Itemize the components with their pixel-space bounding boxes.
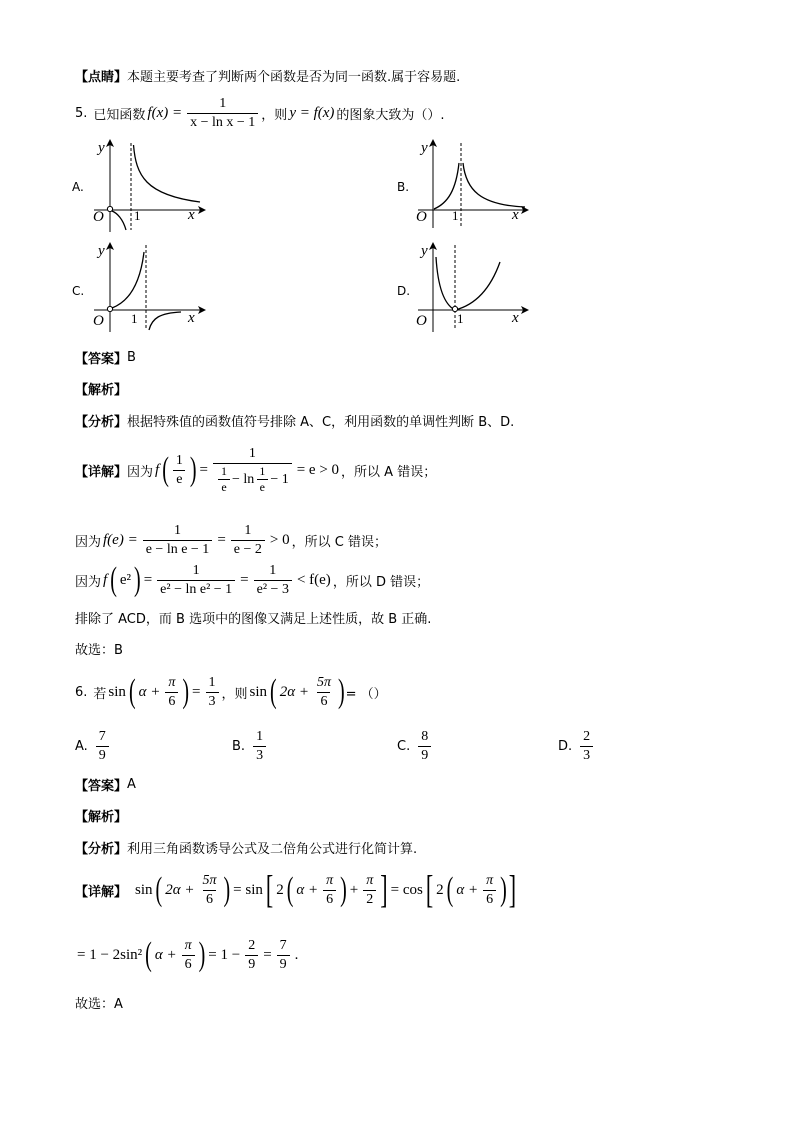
stem-text: 已知函数 [93,107,146,123]
sin-function: sin [249,683,268,700]
fraction-numerator: 1 [219,95,227,111]
option-label: A. [72,180,84,194]
graph-option-a [72,140,205,232]
curve-right-branch [463,163,525,207]
open-point [107,206,112,211]
equals-sign: = [199,461,209,478]
stem-text: 若 [93,686,107,702]
period: . [294,946,299,963]
function-lhs: f(x) = [147,104,183,121]
q5-detail-step2 [75,522,387,558]
denominator-text: − ln [232,471,255,487]
fraction [277,938,290,973]
y-axis-label: y [421,140,428,156]
fraction [165,675,178,710]
fraction-numerator: 1 [256,728,264,744]
tick-label: 1 [457,311,464,326]
fraction [173,453,186,488]
equals-sign: = [192,683,201,700]
fraction [363,873,376,908]
fraction-denominator: 9 [418,746,431,764]
right-paren: ) [189,451,197,489]
fraction-denominator: x − ln x − 1 [187,113,258,131]
x-axis-label: x [188,310,195,326]
curve-right-branch [134,145,201,202]
fraction-numerator: 2 [583,728,591,744]
fraction-numerator: 8 [421,728,429,744]
denominator-text: − 1 [270,471,289,487]
graph-option-c [72,243,205,332]
tick-label: 1 [134,208,141,223]
question-number: 5. [75,105,88,121]
fraction [182,938,195,973]
fraction-denominator: e [257,479,268,494]
origin-label: O [416,209,427,225]
fraction-denominator: e² − ln e² − 1 [157,580,235,598]
equals-sign: = [240,571,249,588]
q6-options [75,728,675,764]
fraction-denominator: e [218,479,229,494]
fraction [143,523,213,558]
q5-detail-step1 [75,440,436,500]
coefficient: 2 [276,881,284,898]
right-paren: ) [198,936,206,974]
answer-tag: 【答案】 [75,778,128,794]
fraction-numerator: 1 [248,446,256,461]
expression-text: = 1 − [208,946,241,963]
step-text: 因为 [127,464,154,480]
left-bracket: [ [265,866,274,912]
stem-text: 的图象大致为（）. [336,107,445,123]
q6-fenxi-line [75,837,417,857]
result-expr: = e > 0 [296,461,340,478]
open-point [452,306,457,311]
fraction-numerator: 1 [192,562,200,578]
fraction [213,446,292,494]
fraction [157,563,235,598]
fraction-numerator: π [366,872,374,888]
fraction-numerator: 1 [174,522,181,538]
q5-final [75,638,123,658]
argument-text: 2α + [279,683,309,700]
option-a [75,728,112,764]
left-bracket: [ [425,866,434,912]
fraction [254,563,292,598]
stem-text: ，则 [261,107,288,123]
fraction-denominator [213,463,292,494]
fraction [187,96,258,131]
fraction [256,465,268,494]
answer-tag: 【答案】 [75,351,128,367]
right-paren: ) [182,673,190,711]
x-axis-label: x [512,310,519,326]
answer-value: B [127,349,136,365]
equals-sign: = [217,531,226,548]
answer-value: A [127,776,136,792]
fraction [96,729,109,764]
fraction [314,675,334,710]
graph-option-b [397,140,528,228]
fraction-denominator: 9 [245,955,258,973]
curve-left-branch [434,163,459,209]
q6-detail-step1 [75,866,517,912]
fraction-denominator: 6 [182,955,195,973]
fraction-denominator: 2 [363,890,376,908]
fenxi-tag: 【分析】 [75,414,128,430]
fraction-numerator: 1 [208,674,216,690]
fraction-numerator: 1 [259,464,266,478]
right-bracket: ] [380,866,388,912]
analysis-tag: 【解析】 [75,809,128,825]
conclusion-text: 排除了 ACD，而 B 选项中的图像又满足上述性质，故 B 正确. [75,611,432,627]
equals-sign: = [263,946,272,963]
step-text: 因为 [75,534,102,550]
question-number: 6. [75,684,88,700]
fraction-numerator: 1 [175,452,183,468]
left-paren: ( [145,936,152,974]
left-paren: ( [162,451,169,489]
fraction [418,729,431,764]
fraction-denominator: 3 [206,692,219,710]
y-axis-label: y [98,140,105,156]
right-paren: ) [500,871,507,909]
step-text: ，所以 D 错误； [332,574,430,590]
option-label: A. [75,738,88,754]
right-paren: ) [337,673,345,711]
equals-sign: = [143,571,153,588]
q5-answer-line [75,347,136,367]
option-b [232,728,269,764]
detail-tag: 【详解】 [75,884,128,900]
x-axis-label: x [512,207,519,223]
equals-cos: = cos [390,881,423,898]
fraction [483,873,496,908]
fraction-numerator: 7 [279,937,287,953]
detail-tag: 【详解】 [75,464,128,480]
fraction-numerator: 1 [221,464,228,478]
fraction-denominator: 9 [277,955,290,973]
function-expr: y = f(x) [289,104,335,121]
fraction-numerator: π [184,937,192,953]
curve-right-branch [149,312,181,330]
function-name: f [103,571,108,588]
y-axis-label: y [98,243,105,259]
coefficient: 2 [436,881,444,898]
q6-analysis-heading [75,805,127,825]
left-paren: ( [155,871,163,909]
fraction [218,465,230,494]
fraction-denominator: 6 [317,692,330,710]
fraction-numerator: π [326,872,334,888]
origin-label: O [416,313,427,329]
option-c [397,728,434,764]
function-lhs: f(e) = [103,531,138,548]
option-label: B. [397,180,410,194]
fraction-denominator: 6 [483,890,496,908]
fraction-numerator: π [168,674,176,690]
final-answer: 故选：A [75,996,123,1012]
q6-detail-step2 [75,937,300,973]
fraction-numerator: 1 [244,522,252,538]
curve-left-branch [112,211,126,230]
q5-stem [75,96,445,130]
left-paren: ( [286,871,294,909]
option-label: C. [72,284,85,298]
fraction [199,873,219,908]
stem-text: = （） [345,686,387,702]
fraction [206,675,219,710]
curve-left-branch [436,257,455,310]
right-paren: ) [223,871,231,909]
fraction-denominator: e [173,470,185,488]
fraction [580,729,593,764]
q5-analysis-heading [75,378,127,398]
fraction [253,729,266,764]
argument-text: α + [154,946,177,963]
fraction-denominator: 9 [96,746,109,764]
plus-sign: + [349,881,359,898]
function-arg: e² [119,571,132,588]
fraction-denominator: e² − 3 [254,580,292,598]
right-paren: ) [134,561,141,599]
option-label: C. [397,738,411,754]
fenxi-text: 根据特殊值的函数值符号排除 A、C，利用函数的单调性判断 B、D. [127,414,515,430]
sin-function: sin [135,881,153,898]
q6-final [75,992,123,1012]
curve-left-branch [112,252,144,308]
fraction-denominator: 6 [323,890,336,908]
fenxi-tag: 【分析】 [75,841,128,857]
note-tag: 【点睛】 [75,69,128,85]
equals-sin: = sin [233,881,263,898]
q6-stem [75,674,387,710]
left-paren: ( [270,673,277,711]
fraction [231,523,265,558]
graph-option-d [397,243,528,332]
left-paren: ( [110,561,117,599]
x-axis-label: x [188,207,195,223]
q5-conclusion [75,607,431,627]
fraction-denominator: e − 2 [231,540,265,558]
y-axis-label: y [421,243,428,259]
fraction-denominator: e − ln e − 1 [143,540,213,558]
argument-text: α + [138,683,161,700]
tick-label: 1 [131,311,138,326]
option-label: D. [397,284,411,298]
fraction-numerator: 5π [202,872,217,888]
stem-text: ，则 [221,686,248,702]
q5-detail-step3 [75,562,429,598]
option-d [558,728,596,764]
origin-label: O [93,209,104,225]
analysis-tag: 【解析】 [75,382,128,398]
fraction-numerator: 5π [316,674,331,690]
argument-text: α + [296,881,319,898]
step-text: ，所以 A 错误； [341,464,437,480]
q5-option-graphs [0,130,560,345]
sin-function: sin [108,683,126,700]
function-name: f [155,461,160,478]
q5-fenxi-line [75,410,514,430]
step-text: ，所以 C 错误； [291,534,387,550]
fraction-denominator: 6 [165,692,178,710]
fenxi-text: 利用三角函数诱导公式及二倍角公式进行化简计算. [127,841,418,857]
fraction-denominator: 6 [203,890,216,908]
left-paren: ( [446,871,454,909]
fraction-numerator: 2 [248,937,256,953]
final-answer: 故选：B [75,642,123,658]
open-point [107,306,112,311]
fraction-numerator: 7 [98,728,106,744]
comparison: > 0 [269,531,290,548]
fraction-numerator: π [486,872,494,888]
expression-lead: = 1 − 2sin² [77,946,143,963]
fraction-denominator: 3 [253,746,266,764]
step-text: 因为 [75,574,102,590]
fraction-numerator: 1 [269,562,277,578]
argument-text: 2α + [165,881,195,898]
fraction [245,938,258,973]
option-label: B. [232,738,246,754]
origin-label: O [93,313,104,329]
fraction [323,873,336,908]
note-text: 本题主要考查了判断两个函数是否为同一函数.属于容易题. [127,69,461,85]
right-bracket: ] [508,866,517,912]
curve-right-branch [455,262,500,310]
right-paren: ) [340,871,347,909]
q4-note-line [75,65,460,85]
fraction-denominator: 3 [580,746,593,764]
argument-text: α + [456,881,479,898]
comparison: < f(e) [296,571,331,588]
q6-answer-line [75,774,136,794]
left-paren: ( [128,673,136,711]
tick-label: 1 [452,208,459,223]
option-label: D. [558,738,573,754]
